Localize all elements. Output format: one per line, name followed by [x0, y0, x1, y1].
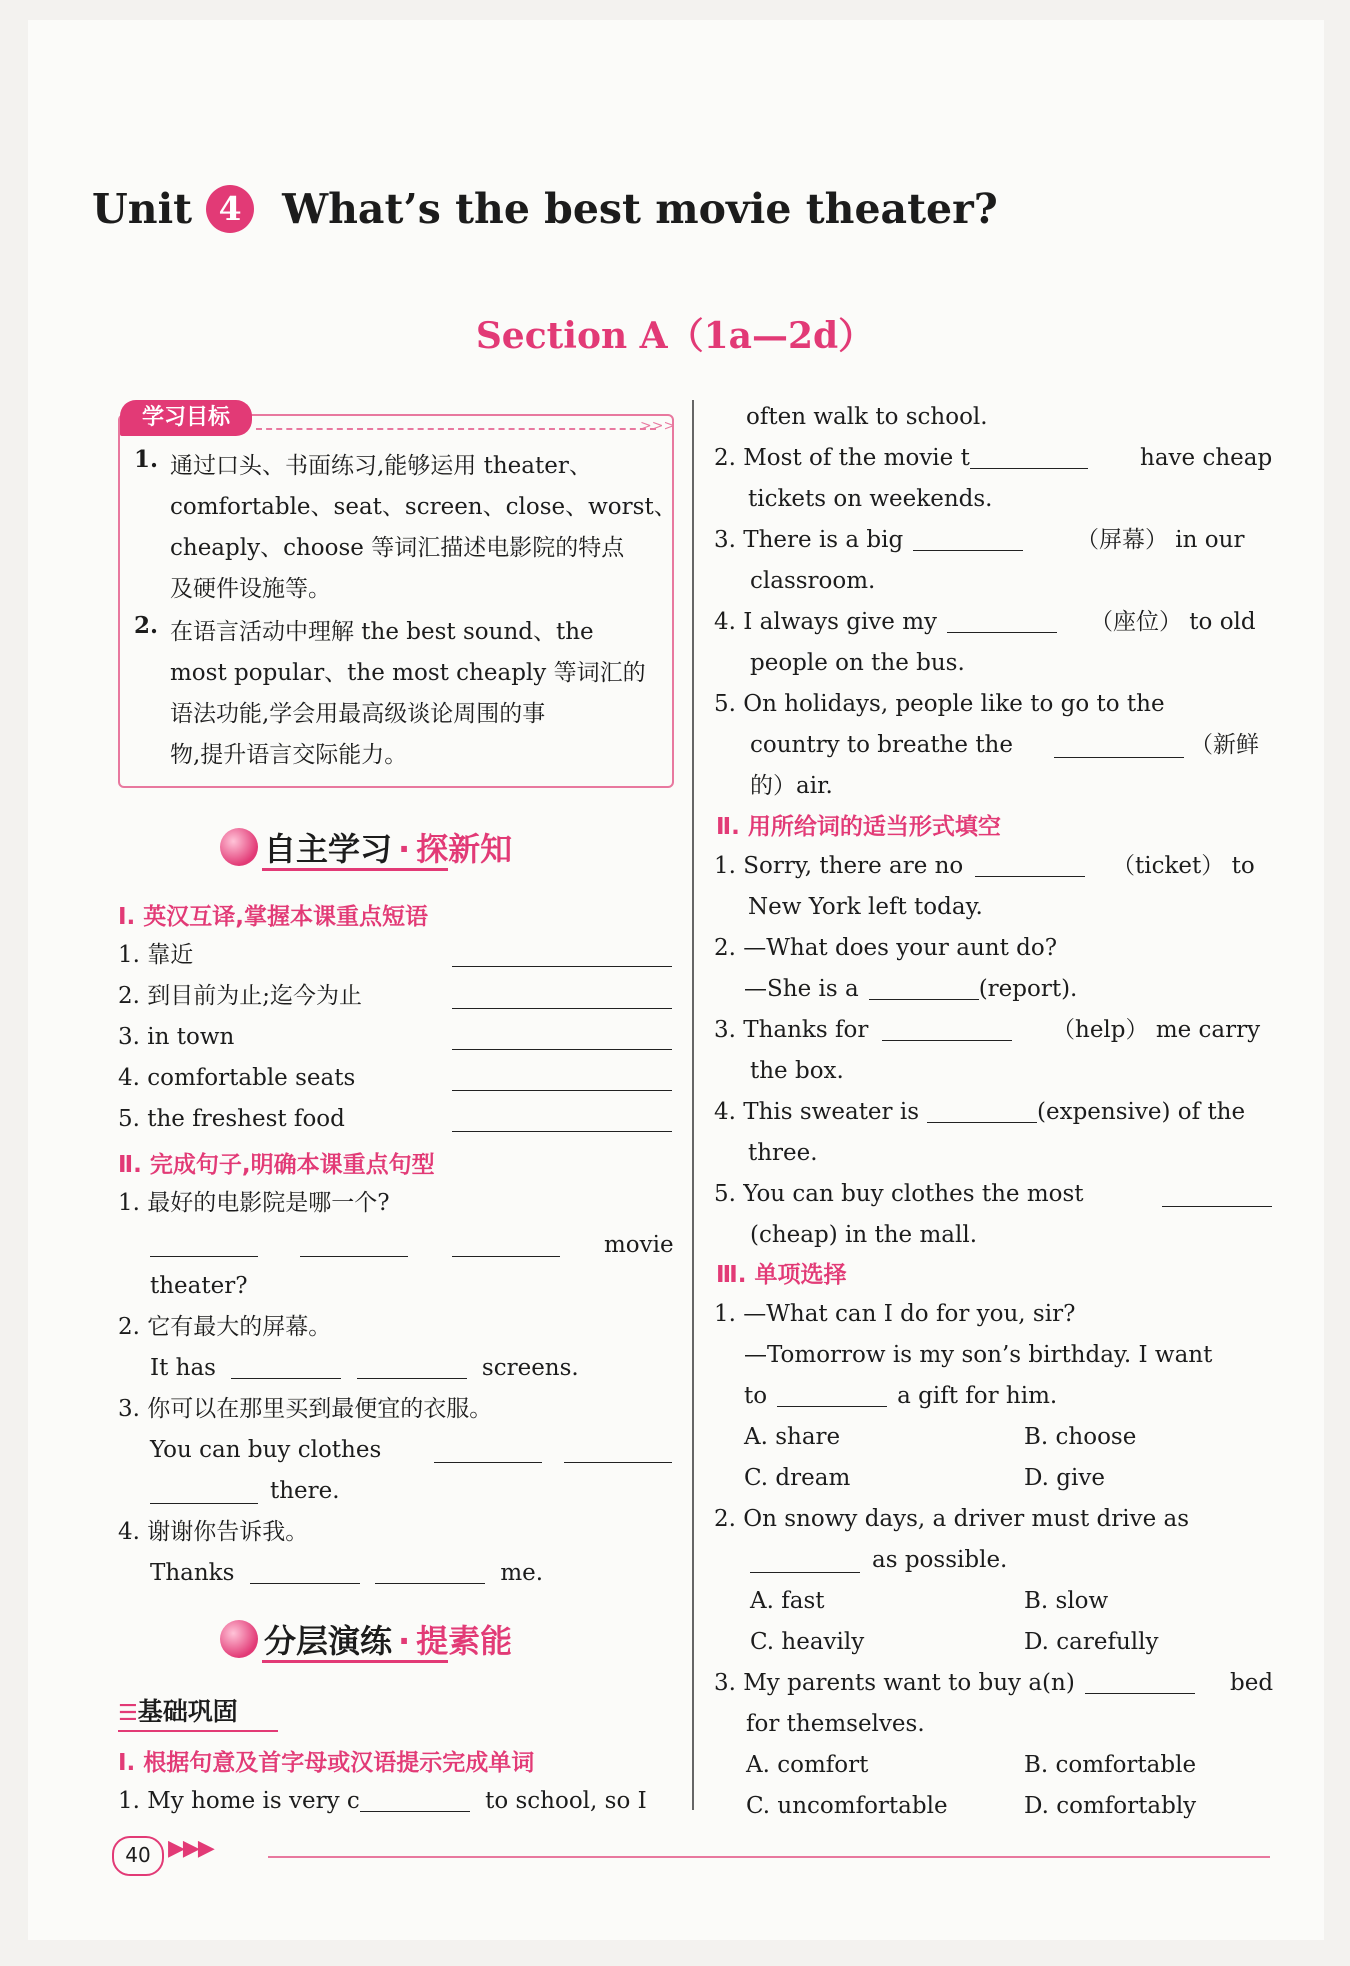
goal-line: comfortable、seat、screen、close、worst、	[170, 494, 677, 520]
answer-blank[interactable]	[375, 1555, 485, 1584]
sentence-en	[150, 1348, 579, 1388]
sentence-pre: Thanks	[150, 1560, 235, 1586]
answer-blank[interactable]	[947, 604, 1057, 633]
ex1-q3	[714, 520, 1023, 560]
goal-item-2	[170, 612, 646, 776]
sentence-cn: 3. 你可以在那里买到最便宜的衣服。	[118, 1396, 493, 1422]
sentence-post: there.	[270, 1478, 340, 1504]
q-text: —She is a	[744, 976, 859, 1002]
q-text: （新鲜	[1190, 732, 1259, 758]
option[interactable]: C. heavily	[750, 1629, 865, 1655]
ex2-q2: 2. —What does your aunt do?	[714, 935, 1058, 961]
sentence-cn: 4. 谢谢你告诉我。	[118, 1519, 309, 1545]
ex3-q2: 2. On snowy days, a driver must drive as	[714, 1506, 1190, 1532]
q-text: 的）air.	[750, 773, 833, 799]
q-text: New York left today.	[748, 894, 983, 920]
q-text: 4. I always give my	[714, 609, 938, 635]
option[interactable]: C. dream	[744, 1465, 851, 1491]
sentence-post: me.	[500, 1560, 544, 1586]
answer-blank[interactable]	[913, 522, 1023, 551]
goal-number: 1.	[134, 446, 159, 473]
part1-heading: Ⅰ. 英汉互译,掌握本课重点短语	[118, 904, 429, 930]
answer-blank[interactable]	[150, 1256, 258, 1257]
column-divider	[692, 400, 694, 1810]
sentence-post: screens.	[481, 1355, 579, 1381]
q-text: (cheap) in the mall.	[750, 1222, 978, 1248]
banner-left-text: 分层演练	[264, 1622, 393, 1660]
banner-right-text: 提素能	[416, 1622, 513, 1660]
q-text: classroom.	[750, 568, 876, 594]
ex2-q1	[714, 846, 1085, 886]
unit-word: Unit	[92, 185, 193, 233]
answer-blank[interactable]	[564, 1462, 672, 1463]
ex1-q5: 5. On holidays, people like to go to the	[714, 691, 1165, 717]
ex1-heading: Ⅰ. 根据句意及首字母或汉语提示完成单词	[118, 1750, 535, 1776]
answer-blank[interactable]	[750, 1572, 860, 1573]
banner-right-text: 探新知	[416, 830, 513, 868]
ex3-heading: Ⅲ. 单项选择	[716, 1262, 847, 1288]
section-title: Section A（1a—2d）	[475, 315, 875, 357]
option[interactable]: D. carefully	[1024, 1629, 1159, 1655]
phrase-item: 4. comfortable seats	[118, 1065, 356, 1091]
answer-blank[interactable]	[975, 848, 1085, 877]
part2-heading: Ⅱ. 完成句子,明确本课重点句型	[118, 1152, 435, 1178]
goal-line: 通过口头、书面练习,能够运用 theater、	[170, 453, 592, 479]
q-text: (expensive) of the	[1037, 1099, 1246, 1125]
q-text: to school, so I	[485, 1788, 647, 1814]
ex2-q5: 5. You can buy clothes the most	[714, 1181, 1084, 1207]
ex2-q3	[714, 1010, 1012, 1050]
answer-blank[interactable]	[300, 1256, 408, 1257]
footer-arrows-icon: ▶▶▶	[168, 1836, 213, 1861]
ex1-q2	[714, 438, 1088, 478]
answer-blank[interactable]	[452, 1131, 672, 1132]
sentence-word: movie	[604, 1232, 674, 1258]
q-text: have cheap	[1140, 445, 1273, 471]
q-text: （屏幕） in our	[1076, 527, 1245, 553]
phrase-item: 2. 到目前为止;迄今为止	[118, 983, 363, 1009]
sentence-en: You can buy clothes	[150, 1437, 382, 1463]
answer-blank[interactable]	[1162, 1206, 1272, 1207]
q-text: 1. Sorry, there are no	[714, 853, 964, 879]
goal-line: 语法功能,学会用最高级谈论周围的事	[170, 701, 546, 727]
banner-practice	[220, 1616, 512, 1662]
q-text: （座位） to old	[1090, 609, 1256, 635]
answer-blank[interactable]	[434, 1462, 542, 1463]
q-text: people on the bus.	[750, 650, 965, 676]
q-text: bed	[1230, 1670, 1274, 1696]
ex2-heading: Ⅱ. 用所给词的适当形式填空	[716, 814, 1001, 840]
answer-blank[interactable]	[231, 1350, 341, 1379]
phrase-item: 5. the freshest food	[118, 1106, 345, 1132]
answer-blank[interactable]	[970, 440, 1088, 469]
answer-blank[interactable]	[357, 1350, 467, 1379]
goal-line: cheaply、choose 等词汇描述电影院的特点	[170, 535, 625, 561]
answer-blank[interactable]	[452, 1090, 672, 1091]
goals-arrow-icon: >>>	[640, 418, 676, 434]
banner-left-text: 自主学习	[264, 830, 393, 868]
ex1-q1	[118, 1781, 647, 1821]
answer-blank[interactable]	[869, 971, 979, 1000]
q-text: a gift for him.	[897, 1383, 1058, 1409]
goal-line: most popular、the most cheaply 等词汇的	[170, 660, 646, 686]
sentence-cn: 2. 它有最大的屏幕。	[118, 1314, 332, 1340]
q-text: 3. Thanks for	[714, 1017, 869, 1043]
ex2-q2-answer	[744, 969, 1077, 1009]
option[interactable]: A. share	[744, 1424, 841, 1450]
option[interactable]: B. comfortable	[1024, 1752, 1197, 1778]
banner-underline	[262, 1660, 448, 1663]
footer-line	[268, 1856, 1270, 1858]
goal-line: 在语言活动中理解 the best sound、the	[170, 619, 594, 645]
answer-blank[interactable]	[452, 1256, 560, 1257]
goal-line: 物,提升语言交际能力。	[170, 742, 408, 768]
answer-blank[interactable]	[452, 1008, 672, 1009]
answer-blank[interactable]	[927, 1094, 1037, 1123]
sentence-cn: 1. 最好的电影院是哪一个?	[118, 1190, 390, 1216]
phrase-item: 3. in town	[118, 1024, 235, 1050]
banner-dot: ·	[398, 1622, 411, 1660]
banner-underline	[262, 868, 448, 871]
answer-blank[interactable]	[452, 1049, 672, 1050]
goal-number: 2.	[134, 612, 159, 639]
q-text: —Tomorrow is my son’s birthday. I want	[744, 1342, 1213, 1368]
unit-title-text: What’s the best movie theater?	[282, 185, 998, 233]
q-text: country to breathe the	[750, 732, 1013, 758]
banner-self-study	[220, 824, 512, 870]
answer-blank[interactable]	[1085, 1665, 1195, 1694]
q-text: (report).	[978, 976, 1078, 1002]
unit-number-badge: 4	[206, 185, 254, 233]
answer-blank[interactable]	[777, 1378, 887, 1407]
q-text: the box.	[750, 1058, 844, 1084]
q-text: 4. This sweater is	[714, 1099, 920, 1125]
ex3-q3	[714, 1663, 1195, 1703]
banner-ball-icon	[220, 1620, 258, 1658]
q-text: tickets on weekends.	[748, 486, 993, 512]
option[interactable]: C. uncomfortable	[746, 1793, 948, 1819]
page-number: 40	[112, 1836, 164, 1876]
option[interactable]: B. slow	[1024, 1588, 1109, 1614]
option[interactable]: B. choose	[1024, 1424, 1137, 1450]
q-text: for themselves.	[746, 1711, 925, 1737]
answer-blank[interactable]	[360, 1783, 470, 1812]
option[interactable]: A. comfort	[746, 1752, 869, 1778]
answer-blank[interactable]	[1054, 757, 1184, 758]
ex1-q1-cont: often walk to school.	[746, 404, 988, 430]
answer-blank[interactable]	[250, 1555, 360, 1584]
book-stack-icon: ☰	[118, 1701, 138, 1726]
answer-blank[interactable]	[150, 1503, 258, 1504]
basics-underline	[118, 1730, 278, 1732]
ex1-q4	[714, 602, 1057, 642]
ex3-q1-line3	[744, 1376, 1057, 1416]
unit-title	[92, 185, 998, 233]
sentence-cont: theater?	[150, 1273, 248, 1299]
q-text: 3. My parents want to buy a(n)	[714, 1670, 1075, 1696]
q-text: to	[744, 1383, 768, 1409]
q-text: （help） me carry	[1052, 1017, 1261, 1043]
option[interactable]: D. comfortably	[1024, 1793, 1197, 1819]
goal-line: 及硬件设施等。	[170, 576, 331, 602]
goals-tab: 学习目标	[120, 400, 252, 436]
banner-dot: ·	[398, 830, 411, 868]
phrase-item: 1. 靠近	[118, 942, 194, 968]
basics-title	[118, 1692, 238, 1728]
q-text: 1. My home is very c	[118, 1788, 360, 1814]
goal-item-1	[170, 446, 677, 610]
q-text: three.	[748, 1140, 818, 1166]
banner-ball-icon	[220, 828, 258, 866]
option[interactable]: A. fast	[750, 1588, 825, 1614]
q-text: as possible.	[872, 1547, 1008, 1573]
basics-title-text: 基础巩固	[137, 1697, 238, 1726]
answer-blank[interactable]	[452, 966, 672, 967]
sentence-en	[150, 1553, 543, 1593]
option[interactable]: D. give	[1024, 1465, 1105, 1491]
q-text: 2. Most of the movie t	[714, 445, 970, 471]
q-text: 3. There is a big	[714, 527, 904, 553]
ex3-q1: 1. —What can I do for you, sir?	[714, 1301, 1076, 1327]
goals-dash-divider	[256, 428, 656, 430]
sentence-pre: It has	[150, 1355, 216, 1381]
q-text: （ticket） to	[1112, 853, 1255, 879]
ex2-q4	[714, 1092, 1245, 1132]
answer-blank[interactable]	[882, 1012, 1012, 1041]
